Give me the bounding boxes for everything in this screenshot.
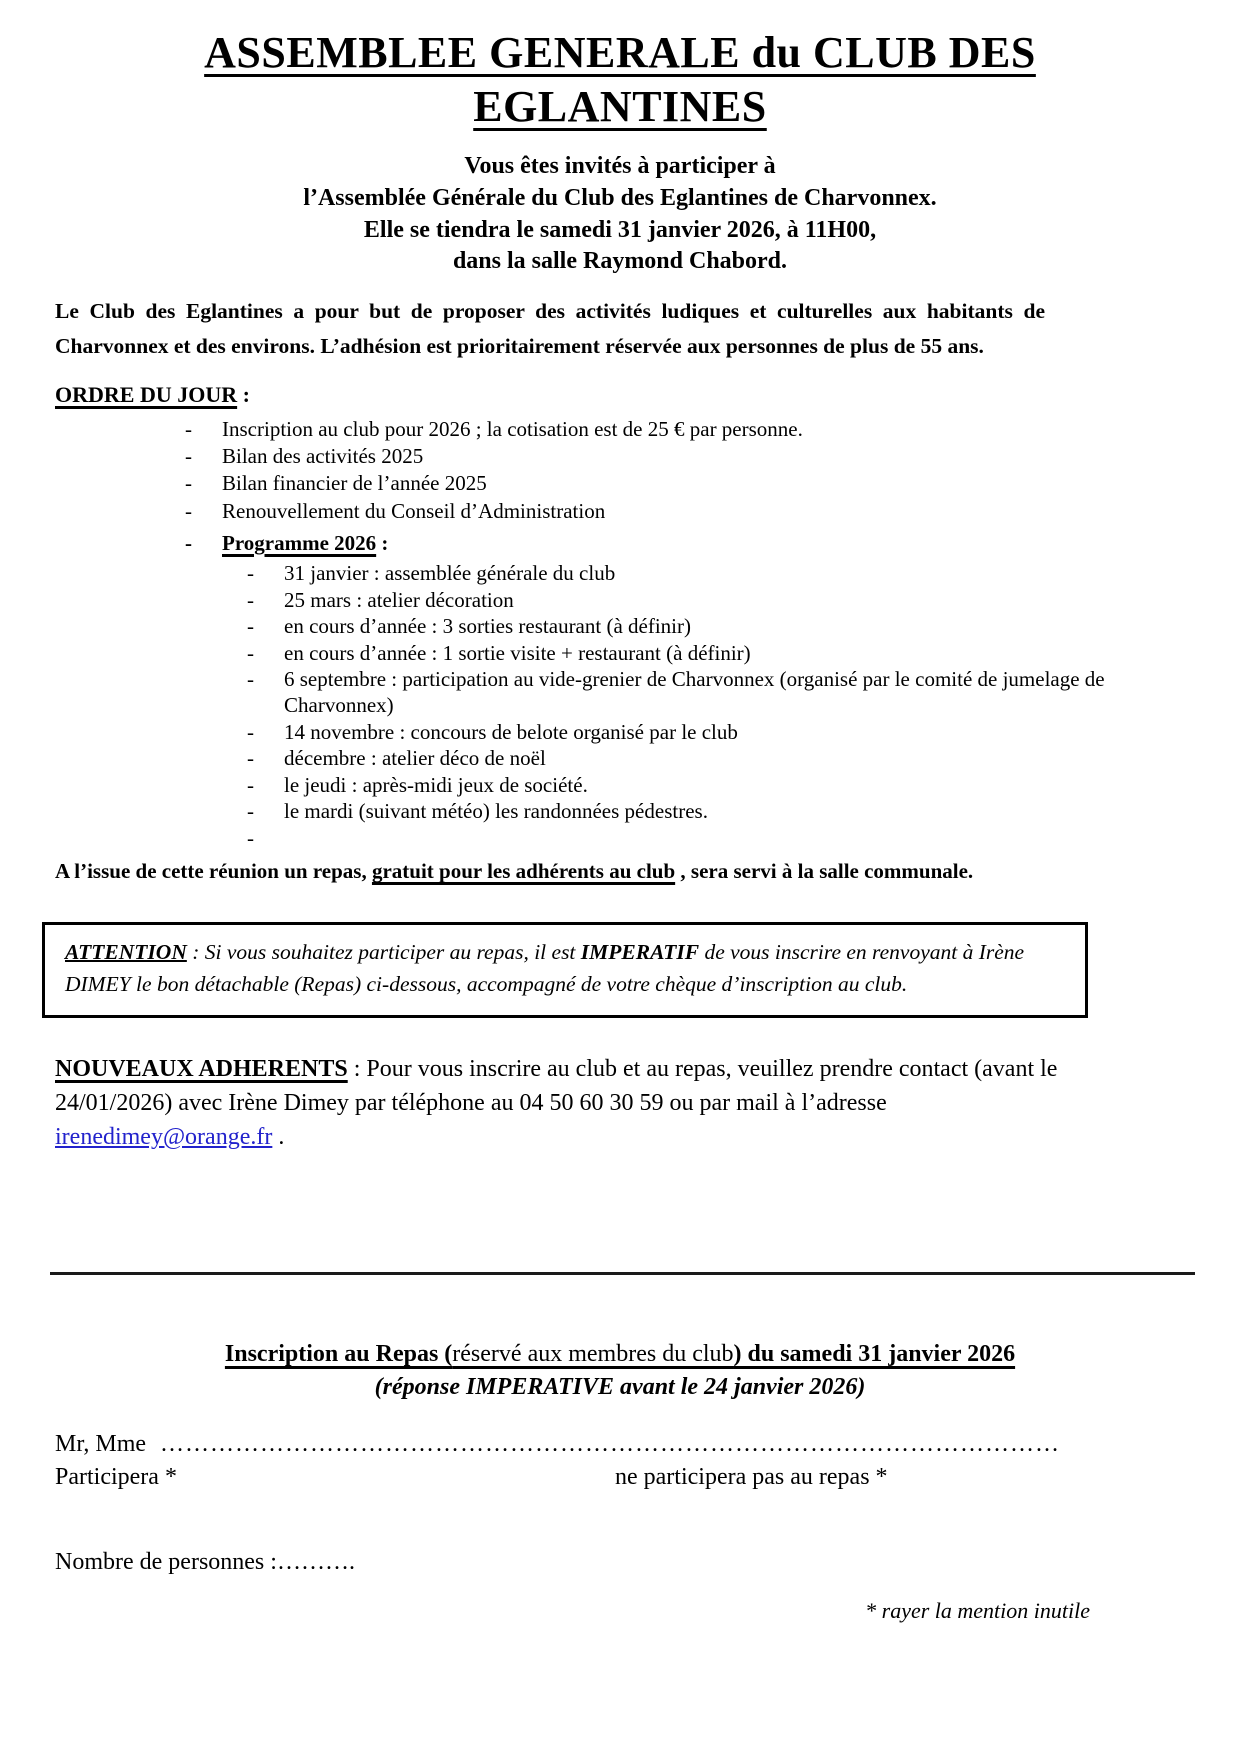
programme-item [55,719,1185,745]
programme-item [55,772,1185,798]
meal-heading-regular: réservé aux membres du club [452,1341,734,1368]
bullet-dash: - [247,561,254,586]
meal-heading-bold1: Inscription au Repas ( [224,1341,453,1368]
agenda-item [55,416,1185,443]
meal-note-part1: A l’issue de cette réunion un repas, [55,859,372,884]
agenda-item [55,498,1185,525]
section-divider [50,1272,1195,1275]
agenda-item-text: Bilan des activités 2025 [222,443,424,468]
name-label: Mr, Mme [55,1431,147,1458]
programme-item [55,587,1185,613]
meal-heading-bold2: ) du samedi 31 janvier 2026 [733,1341,1016,1368]
agenda-item [55,443,1185,470]
email-link[interactable]: irenedimey@orange.fr [55,1123,273,1150]
meal-form-subtitle: (réponse IMPERATIVE avant le 24 janvier 2026) [374,1374,866,1401]
programme-label: Programme 2026 [222,530,377,555]
programme-item-text: 31 janvier : assemblée générale du club [284,561,616,586]
programme-item [55,640,1185,666]
page-title [55,26,1185,133]
agenda-item [55,470,1185,497]
new-members-text-end: . [272,1123,285,1150]
attention-label: ATTENTION [65,940,187,965]
programme-item-text: en cours d’année : 1 sortie visite + restaurant (à définir) [284,640,751,665]
invitation-line: Vous êtes invités à participer à [464,153,776,180]
bullet-dash: - [247,799,254,824]
agenda-item-text: Renouvellement du Conseil d’Administration [222,498,606,523]
participate-option: Participera * [55,1464,177,1491]
programme-item-text: le jeudi : après-midi jeux de société. [284,772,588,797]
meal-form-heading-text [225,1341,1015,1367]
invitation-line: l’Assemblée Générale du Club des Eglantines de Charvonnex. [303,185,937,212]
agenda-heading-colon: : [237,381,250,407]
agenda-list [55,416,1185,557]
programme-item-text: 25 mars : atelier décoration [284,587,514,612]
programme-item [55,613,1185,639]
agenda-item-text: Bilan financier de l’année 2025 [222,471,487,496]
programme-heading-item [55,530,1185,557]
person-count-row: Nombre de personnes :………. [55,1549,355,1576]
bullet-dash: - [247,587,254,612]
programme-list [55,560,1185,851]
attention-text-1: : Si vous souhaitez participer au repas, il est [186,940,581,965]
new-members-heading: NOUVEAUX ADHERENTS [55,1055,348,1082]
invitation-line: Elle se tiendra le samedi 31 janvier 2026, à 11H00, [363,216,877,243]
agenda-heading-label: ORDRE DU JOUR [55,381,238,407]
programme-item-text: décembre : atelier déco de noël [284,746,546,771]
participation-row [55,1464,1185,1491]
programme-item-text: 14 novembre : concours de belote organisé par le club [284,719,738,744]
programme-item-empty [55,825,1185,851]
new-members-paragraph [55,1052,1075,1154]
attention-text-2: de vous inscrire en renvoyant à Irène [699,940,1025,965]
not-participate-option: ne participera pas au repas * [615,1464,888,1491]
programme-item-text: 6 septembre : participation au vide-grenier de Charvonnex (organisé par le comité de jumelage de Charvonnex) [284,666,1105,718]
name-fill-dots: ……………………………………………………………………………………………… [160,1431,1061,1458]
bullet-dash: - [185,443,192,468]
meal-note-underlined: gratuit pour les adhérents au club [371,859,676,884]
bullet-dash: - [185,471,192,496]
bullet-dash: - [185,498,192,523]
agenda-heading [55,382,1185,408]
programme-item-text: le mardi (suivant météo) les randonnées pédestres. [284,799,708,824]
meal-note-part2: , sera servi à la salle communale. [675,859,974,884]
bullet-dash: - [247,666,254,691]
bullet-dash: - [247,719,254,744]
bullet-dash: - [247,640,254,665]
programme-item [55,666,1185,719]
bullet-dash: - [247,614,254,639]
programme-item [55,560,1185,586]
attention-emphasis: IMPERATIF [580,940,700,965]
bullet-dash: - [247,772,254,797]
page-title-line2: EGLANTINES [473,81,767,131]
meal-note [55,859,1185,884]
footnote: * rayer la mention inutile [865,1598,1090,1624]
bullet-dash: - [185,416,192,441]
attention-box [42,922,1088,1018]
programme-item-text: en cours d’année : 3 sorties restaurant (à définir) [284,614,691,639]
programme-heading [222,530,388,557]
programme-item [55,745,1185,771]
programme-colon: : [376,530,389,555]
invitation-block [55,151,1185,278]
intro-paragraph: Le Club des Eglantines a pour but de proposer des activités ludiques et culturelles aux habitants de Charvonnex et des environs. L’adhésion est prioritairement réservée aux personnes de plus de 55 ans. [55,299,1045,358]
attention-text-3: DIMEY le bon détachable (Repas) ci-dessous, accompagné de votre chèque d’inscription au club. [65,971,908,996]
bullet-dash: - [247,825,254,850]
invitation-line: dans la salle Raymond Chabord. [452,248,788,275]
bullet-dash: - [185,530,192,555]
page-title-line1: ASSEMBLEE GENERALE du CLUB DES [204,28,1036,77]
programme-item [55,798,1185,824]
name-row [55,1431,1185,1458]
meal-form-heading [55,1341,1185,1368]
bullet-dash: - [247,746,254,771]
new-members-text: : Pour vous inscrire au club et au repas, veuillez prendre contact (avant le 24/01/2026) avec Irène Dimey par téléphone au 04 50 60 30 59 ou par mail à l’adresse [55,1055,1058,1116]
agenda-item-text: Inscription au club pour 2026 ; la cotisation est de 25 € par personne. [222,416,803,441]
